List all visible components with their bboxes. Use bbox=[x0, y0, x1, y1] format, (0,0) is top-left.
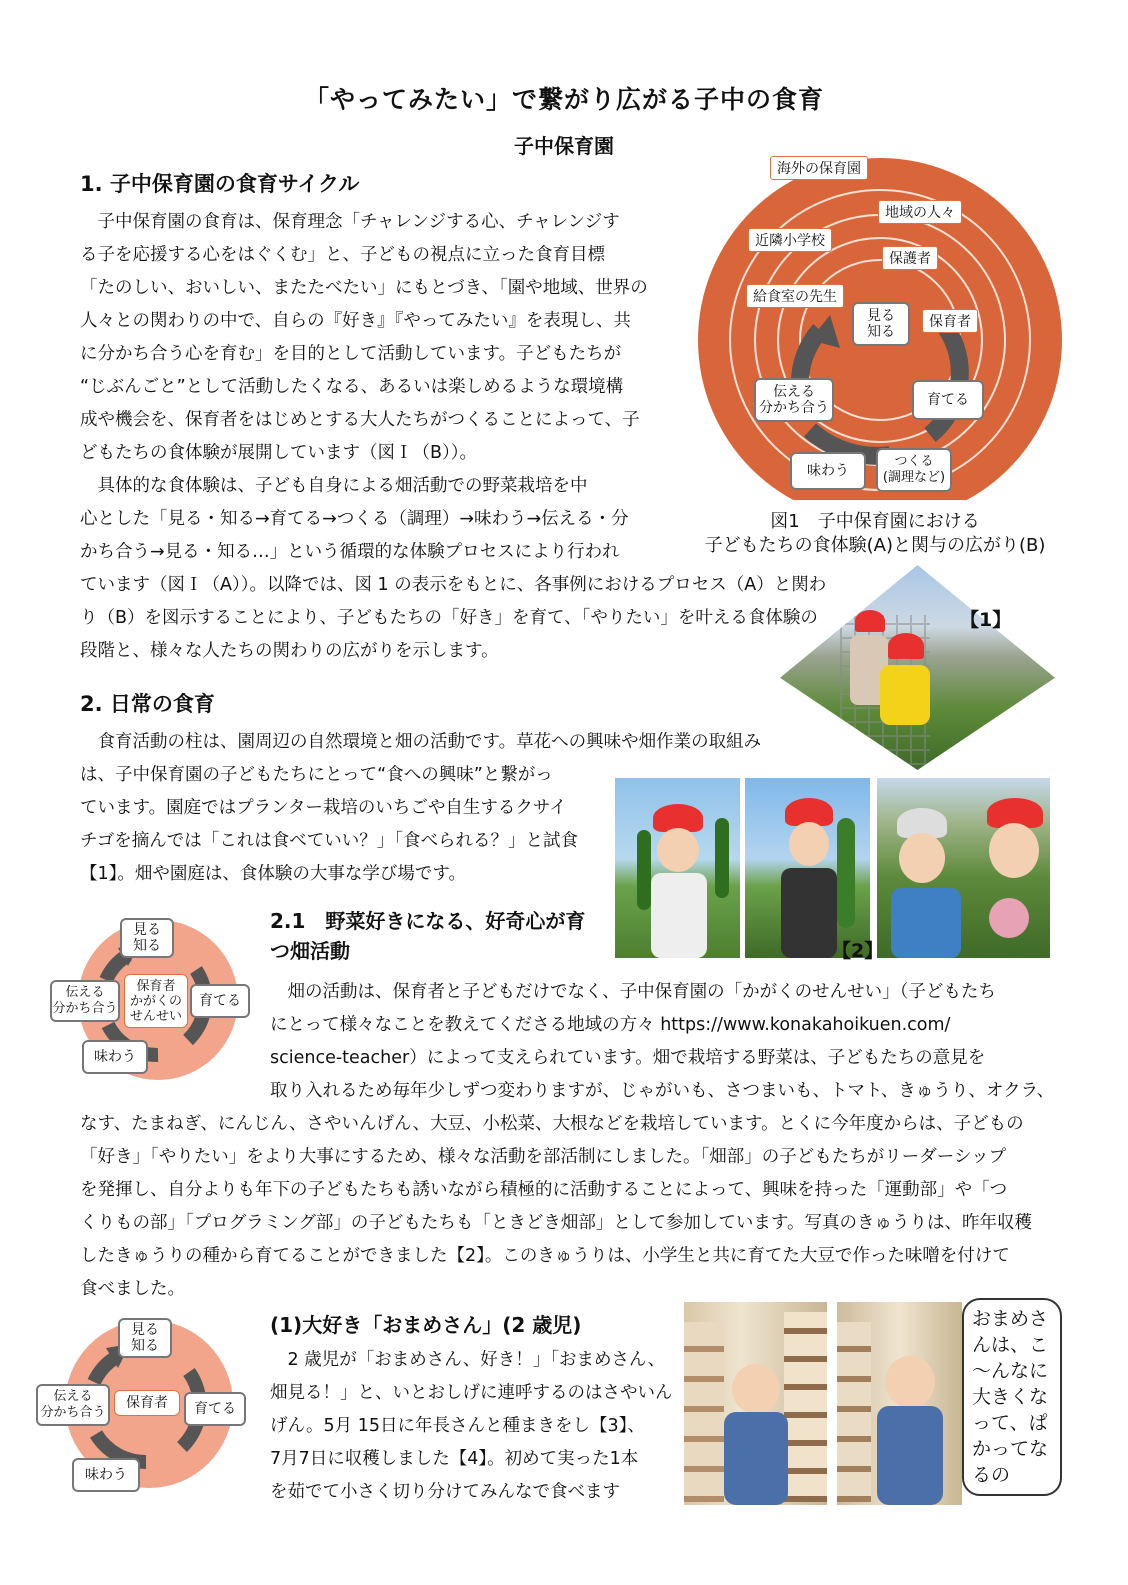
ring-label: 海外の保育園 bbox=[770, 156, 868, 180]
body-line: 「好き」「やりたい」をより大事にするため、様々な活動を部活制にしました。「畑部」の子どもたちがリーダーシップ bbox=[80, 1147, 1007, 1167]
bubble-line: って、ぱ bbox=[972, 1412, 1048, 1434]
section1-heading: 1. 子中保育園の食育サイクル bbox=[80, 172, 360, 196]
body-line: は、子中保育園の子どもたちにとって“食への興味”と繋がっ bbox=[80, 765, 553, 785]
cycle-taste: 味わう bbox=[790, 452, 866, 490]
section21-body-narrow bbox=[270, 976, 1054, 1108]
ring-label: 給食室の先生 bbox=[746, 284, 844, 308]
body-line: したきゅうりの種から育てることができました【2】。このきゅうりは、小学生と共に育てた大豆で作った味噌を付けて bbox=[80, 1246, 1010, 1266]
page-subtitle: 子中保育園 bbox=[514, 134, 614, 158]
body-line: 2 歳児が「おまめさん、好き！」「おまめさん、 bbox=[270, 1350, 666, 1370]
body-line: どもたちの食体験が展開しています（図Ｉ（B））。 bbox=[80, 443, 478, 463]
body-line: 食べました。 bbox=[80, 1279, 185, 1299]
section1-1-heading: (1)大好き「おまめさん」(2 歳児) bbox=[270, 1313, 582, 1337]
section21-heading bbox=[270, 906, 585, 966]
photo2-label: 【2】 bbox=[832, 940, 884, 962]
bubble-line: ～んなに bbox=[972, 1360, 1049, 1382]
body-line: る子を応援する心をはぐくむ」と、子どもの視点に立った食育目標 bbox=[80, 245, 605, 265]
body-line: 段階と、様々な人たちの関わりの広がりを示します。 bbox=[80, 641, 499, 661]
caption-line: 子どもたちの食体験(A)と関与の広がり(B) bbox=[704, 535, 1046, 556]
body-line: science-teacher）によって支えられています。畑で栽培する野菜は、子どもたちの意見を bbox=[270, 1048, 986, 1068]
heading-line: つ畑活動 bbox=[270, 939, 350, 963]
body-line: にとって様々なことを教えてくださる地域の方々 https://www.konakahoikuen.com/ bbox=[270, 1015, 951, 1035]
center-label: 保育者 bbox=[114, 1390, 180, 1416]
bubble-line: おまめさ bbox=[972, 1308, 1049, 1330]
cycle-see-know: 見る 知る bbox=[852, 302, 910, 346]
body-line: 【1】。畑や園庭は、食体験の大事な学び場です。 bbox=[80, 864, 466, 884]
body-line: げん。5月 15日に年長さんと種まきをし【3】、 bbox=[270, 1416, 645, 1436]
cycle-share: 伝える 分かち合う bbox=[36, 1384, 110, 1426]
ring-label: 地域の人々 bbox=[878, 200, 962, 224]
body-line: 食育活動の柱は、園周辺の自然環境と畑の活動です。草花への興味や畑作業の取組み bbox=[80, 732, 762, 752]
body-line: ています。園庭ではプランター栽培のいちごや自生するクサイ bbox=[80, 798, 567, 818]
cycle-taste: 味わう bbox=[82, 1040, 148, 1074]
cycle-grow: 育てる bbox=[184, 1392, 246, 1426]
ring-label: 近隣小学校 bbox=[748, 228, 832, 252]
body-line: 成や機会を、保育者をはじめとする大人たちがつくることによって、子 bbox=[80, 410, 640, 430]
cycle-share: 伝える 分かち合う bbox=[50, 980, 120, 1022]
body-line: 畑見る！」と、いとおしげに連呼するのはさやいん bbox=[270, 1383, 673, 1403]
body-line: 子中保育園の食育は、保育理念「チャレンジする心、チャレンジす bbox=[80, 212, 620, 232]
body-line: に分かち合う心を育む」を目的として活動しています。子どもたちが bbox=[80, 344, 622, 364]
body-line: を茹でて小さく切り分けてみんなで食べます bbox=[270, 1482, 620, 1502]
body-line: を発揮し、自分よりも年下の子どもたちも誘いながら積極的に活動することによって、興味を持った「運動部」や「つ bbox=[80, 1180, 1008, 1200]
photo-cucumber-child2 bbox=[745, 778, 870, 958]
body-line: 畑の活動は、保育者と子どもだけでなく、子中保育園の「かがくのせんせい」（子どもたち bbox=[270, 982, 996, 1002]
heading-line: 2.1 野菜好きになる、好奇心が育 bbox=[270, 909, 586, 933]
center-label: 保育者 かがくの せんせい bbox=[124, 974, 188, 1028]
photo-toddler1 bbox=[684, 1302, 827, 1505]
section2-body bbox=[80, 726, 761, 891]
cycle-see-know: 見る 知る bbox=[120, 918, 174, 958]
page-title: 「やってみたい」で繋がり広がる子中の食育 bbox=[303, 85, 824, 114]
body-line: チゴを摘んでは「これは食べていい？」「食べられる？」と試食 bbox=[80, 831, 579, 851]
body-line: “じぶんごと”として活動したくなる、あるいは楽しめるような環境構 bbox=[80, 377, 624, 397]
bubble-line: るの bbox=[972, 1464, 1011, 1486]
body-line: かち合う→見る・知る…」という循環的な体験プロセスにより行われ bbox=[80, 542, 620, 562]
section21-body-wide bbox=[80, 1108, 1032, 1306]
cycle-share: 伝える 分かち合う bbox=[754, 378, 834, 422]
speech-bubble bbox=[962, 1298, 1062, 1496]
body-line: 具体的な食体験は、子ども自身による畑活動での野菜栽培を中 bbox=[80, 476, 588, 496]
cycle-taste: 味わう bbox=[72, 1458, 140, 1492]
photo-cucumber-children3 bbox=[877, 778, 1050, 958]
section1-1-diagram bbox=[34, 1312, 254, 1494]
body-line: 人々との関わりの中で、自らの『好き』『やってみたい』を表現し、共 bbox=[80, 311, 631, 331]
body-line: 心とした「見る・知る→育てる→つくる（調理）→味わう→伝える・分 bbox=[80, 509, 629, 529]
cycle-cook: つくる (調理など) bbox=[876, 448, 952, 492]
caption-line: 図1 子中保育園における bbox=[770, 511, 980, 532]
cycle-see-know: 見る 知る bbox=[118, 1318, 172, 1358]
bubble-line: かってな bbox=[972, 1438, 1049, 1460]
photo1-label: 【1】 bbox=[960, 609, 1012, 631]
section21-diagram bbox=[48, 910, 258, 1082]
ring-label: 保護者 bbox=[882, 246, 938, 270]
body-line: 取り入れるため毎年少しずつ変わりますが、じゃがいも、さつまいも、トマト、きゅうり、オクラ、 bbox=[270, 1081, 1055, 1101]
body-line: 「たのしい、おいしい、またたべたい」にもとづき、「園や地域、世界の bbox=[80, 278, 648, 298]
bubble-line: 大きくな bbox=[972, 1386, 1049, 1408]
body-line: くりもの部」「プログラミング部」の子どもたちも「ときどき畑部」として参加しています。写真のきゅうりは、昨年収穫 bbox=[80, 1213, 1032, 1233]
figure1-diagram bbox=[690, 150, 1070, 500]
cycle-grow: 育てる bbox=[190, 984, 250, 1018]
ring-label: 保育者 bbox=[922, 309, 978, 333]
photo-toddler2 bbox=[837, 1302, 962, 1505]
body-line: り（B）を図示することにより、子どもたちの「好き」を育て、「やりたい」を叶える食体験の bbox=[80, 608, 818, 628]
bubble-line: んは、こ bbox=[972, 1334, 1049, 1356]
cycle-grow: 育てる bbox=[912, 380, 984, 420]
figure1-caption bbox=[680, 510, 1070, 558]
body-line: 7月7日に収穫しました【4】。初めて実った1本 bbox=[270, 1449, 639, 1469]
section1-1-body bbox=[270, 1344, 673, 1509]
section2-heading: 2. 日常の食育 bbox=[80, 692, 215, 716]
body-line: ています（図Ｉ（A））。以降では、図 1 の表示をもとに、各事例におけるプロセス（A）と関わ bbox=[80, 575, 827, 595]
body-line: なす、たまねぎ、にんじん、さやいんげん、大豆、小松菜、大根などを栽培しています。とくに今年度からは、子どもの bbox=[80, 1114, 1024, 1134]
